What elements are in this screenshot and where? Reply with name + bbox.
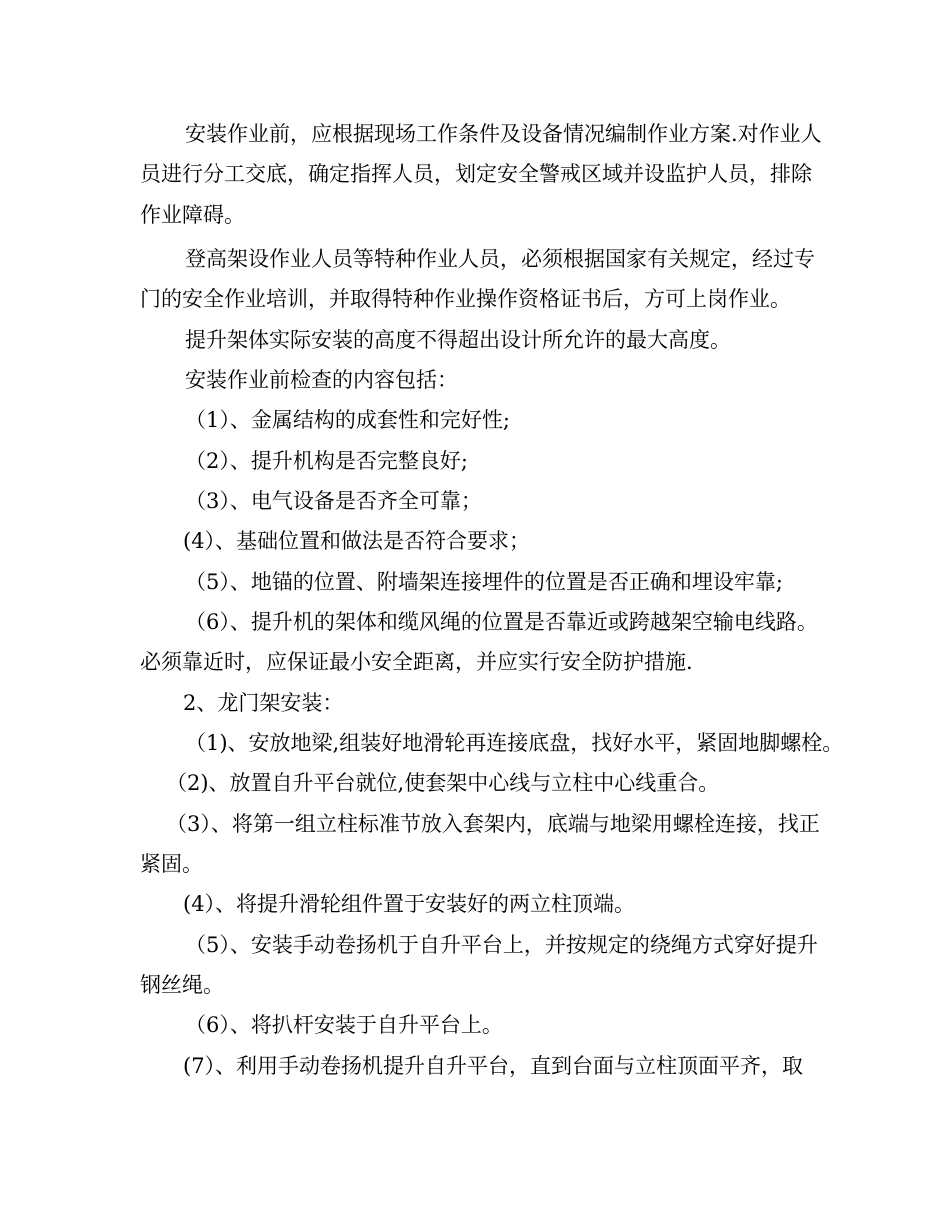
paragraph-1-line-3: 作业障碍。 — [140, 203, 245, 227]
paragraph-2-line-1: 登高架设作业人员等特种作业人员，必须根据国家有关规定，经过专 — [185, 247, 815, 271]
checklist-item-4: (4）、基础位置和做法是否符合要求； — [183, 529, 531, 553]
paragraph-2-line-2: 门的安全作业培训，并取得特种作业操作资格证书后，方可上岗作业。 — [140, 287, 791, 311]
step-1: （1)、安放地梁,组装好地滑轮再连接底盘，找好水平，紧固地脚螺栓。 — [185, 731, 844, 755]
section-heading-gantry: 2、龙门架安装： — [183, 691, 344, 715]
step-3-line-2: 紧固。 — [140, 852, 203, 876]
paragraph-3: 提升架体实际安装的高度不得超出设计所允许的最大高度。 — [185, 328, 731, 352]
step-5-line-1: （5）、安装手动卷扬机于自升平台上，并按规定的绕绳方式穿好提升 — [185, 933, 818, 957]
checklist-item-6-line-1: （6）、提升机的架体和缆风绳的位置是否靠近或跨越架空输电线路。 — [185, 610, 818, 634]
step-5-line-2: 钢丝绳。 — [140, 973, 224, 997]
step-2: （2)、放置自升平台就位,使套架中心线与立柱中心线重合。 — [166, 771, 720, 795]
step-3-line-1: （3）、将第一组立柱标准节放入套架内，底端与地梁用螺栓连接，找正 — [166, 812, 820, 836]
checklist-heading: 安装作业前检查的内容包括： — [185, 368, 458, 392]
checklist-item-3: （3）、电气设备是否齐全可靠； — [185, 489, 482, 513]
checklist-item-2: （2）、提升机构是否完整良好; — [185, 449, 468, 473]
checklist-item-1: （1）、金属结构的成套性和完好性; — [185, 408, 510, 432]
paragraph-1-line-1: 安装作业前，应根据现场工作条件及设备情况编制作业方案.对作业人 — [185, 122, 822, 146]
step-7: (7）、利用手动卷扬机提升自升平台，直到台面与立柱顶面平齐，取 — [183, 1054, 804, 1078]
checklist-item-6-line-2: 必须靠近时，应保证最小安全距离，并应实行安全防护措施. — [140, 650, 693, 674]
step-4: (4）、将提升滑轮组件置于安装好的两立柱顶端。 — [183, 892, 636, 916]
step-6: （6）、将扒杆安装于自升平台上。 — [185, 1013, 503, 1037]
paragraph-1-line-2: 员进行分工交底，确定指挥人员，划定安全警戒区域并设监护人员，排除 — [140, 162, 812, 186]
checklist-item-5: （5）、地锚的位置、附墙架连接埋件的位置是否正确和埋设牢靠; — [185, 570, 783, 594]
